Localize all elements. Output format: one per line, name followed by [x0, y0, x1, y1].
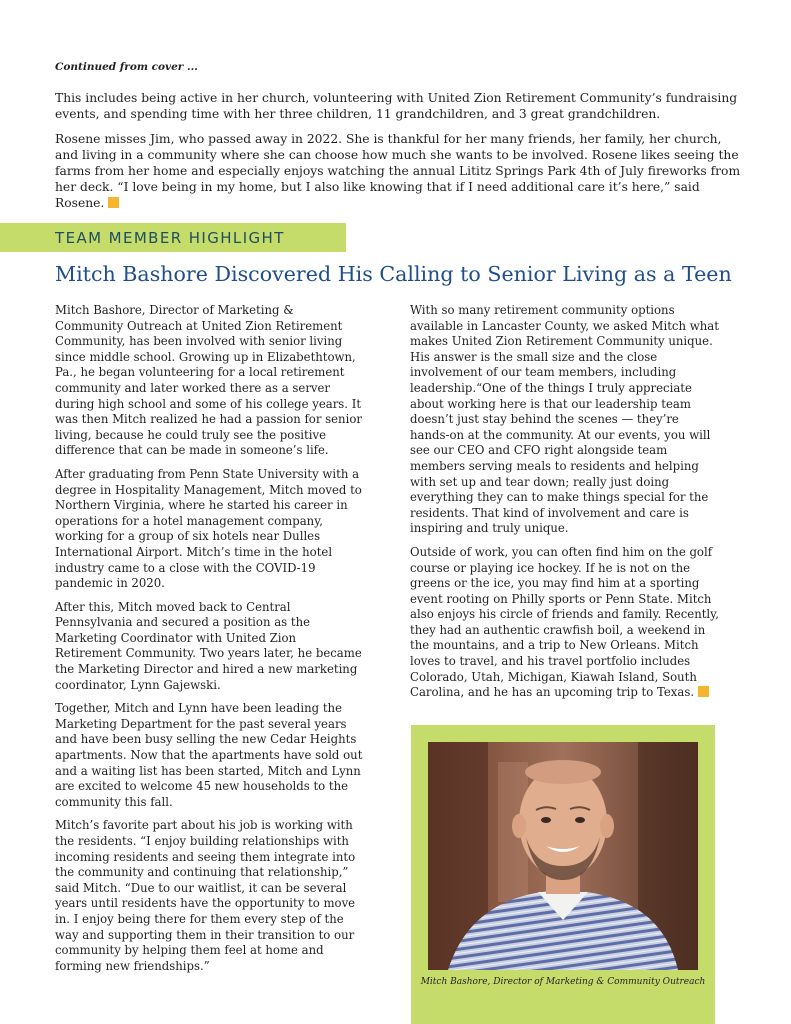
continued-label: Continued from cover ...	[55, 61, 198, 73]
article-paragraph: Together, Mitch and Lynn have been leading the Marketing Department for the past several years and have been busy selling the new Cedar Heights apartments. Now that the apartments have sold out and a waiting list has been started, Mitch and Lynn are excited to welcome 45 new households to the community this fall.	[55, 701, 363, 809]
article-paragraph: Mitch’s favorite part about his job is working with the residents. “I enjoy building relationships with incoming residents and seeing them integrate into the community and continuing that relationship,” said Mitch. “Due to our waitlist, it can be several years until residents have the opportunity to move in. I enjoy being there for them every step of the way and supporting them in their transition to our community by helping them feel at home and forming new friendships.”	[55, 818, 356, 973]
article-paragraph: After graduating from Penn State University with a degree in Hospitality Management, Mitch moved to Northern Virginia, where he started his career in operations for a hotel management company, working for a group of six hotels near Dulles International Airport. Mitch’s time in the hotel industry came to a close with the COVID-19 pandemic in 2020.	[55, 466, 362, 591]
photo-frame	[411, 725, 715, 1024]
end-square-icon	[698, 686, 709, 697]
intro-text	[55, 90, 745, 220]
intro-paragraph: This includes being active in her church, volunteering with United Zion Retirement Community’s fundraising events, and spending time with her three children, 11 grandchildren, and 3 great grandchildren.	[55, 91, 738, 121]
article-paragraph: Mitch Bashore, Director of Marketing & Community Outreach at United Zion Retirement Community, has been involved with senior living since middle school. Growing up in Elizabethtown, Pa., he began volunteering for a local retirement community and later worked there as a server during high school and some of his college years. It was then Mitch realized he had a passion for senior living, because he could truly see the positive difference that can be made in someone’s life.	[55, 303, 362, 458]
photo-caption: Mitch Bashore, Director of Marketing & Community Outreach	[420, 977, 706, 987]
intro-paragraph: Rosene misses Jim, who passed away in 2022. She is thankful for her many friends, her family, her church, and living in a community where she can choose how much she wants to be involved. Rosene likes seeing the farms from her home and especially enjoys watching the annual Lititz Springs Park 4th of July fireworks from her deck. “I love being in my home, but I also like knowing that if I need additional care it’s here,” said Rosene.	[55, 132, 741, 210]
section-label: TEAM MEMBER HIGHLIGHT	[55, 229, 285, 247]
article-column-right	[410, 303, 720, 709]
portrait-photo	[428, 742, 698, 970]
article-paragraph: After this, Mitch moved back to Central Pennsylvania and secured a position as the Marketing Coordinator with United Zion Retirement Community. Two years later, he became the Marketing Director and hired a new marketing coordinator, Lynn Gajewski.	[55, 599, 362, 692]
article-headline: Mitch Bashore Discovered His Calling to Senior Living as a Teen	[55, 262, 732, 286]
article-column-left	[55, 303, 365, 982]
portrait-illustration	[428, 742, 698, 970]
article-paragraph: Outside of work, you can often find him on the golf course or playing ice hockey. If he is not on the greens or the ice, you may find him at a sporting event rooting on Philly sports or Penn State. Mitch also enjoys his circle of friends and family. Recently, they had an authentic crawfish boil, a weekend in the mountains, and a trip to New Orleans. Mitch loves to travel, and his travel portfolio includes Colorado, Utah, Michigan, Kiawah Island, South Carolina, and he has an upcoming trip to Texas.	[410, 544, 719, 700]
end-square-icon	[108, 197, 119, 208]
article-paragraph: With so many retirement community options available in Lancaster County, we asked Mitch what makes United Zion Retirement Community unique. His answer is the small size and the close involvement of our team members, including leadership.“One of the things I truly appreciate about working here is that our leadership team doesn’t just stay behind the scenes — they’re hands-on at the community. At our events, you will see our CEO and CFO right alongside team members serving meals to residents and helping with set up and tear down; really just doing everything they can to make things special for the residents. That kind of involvement and care is inspiring and truly unique.	[410, 303, 719, 536]
